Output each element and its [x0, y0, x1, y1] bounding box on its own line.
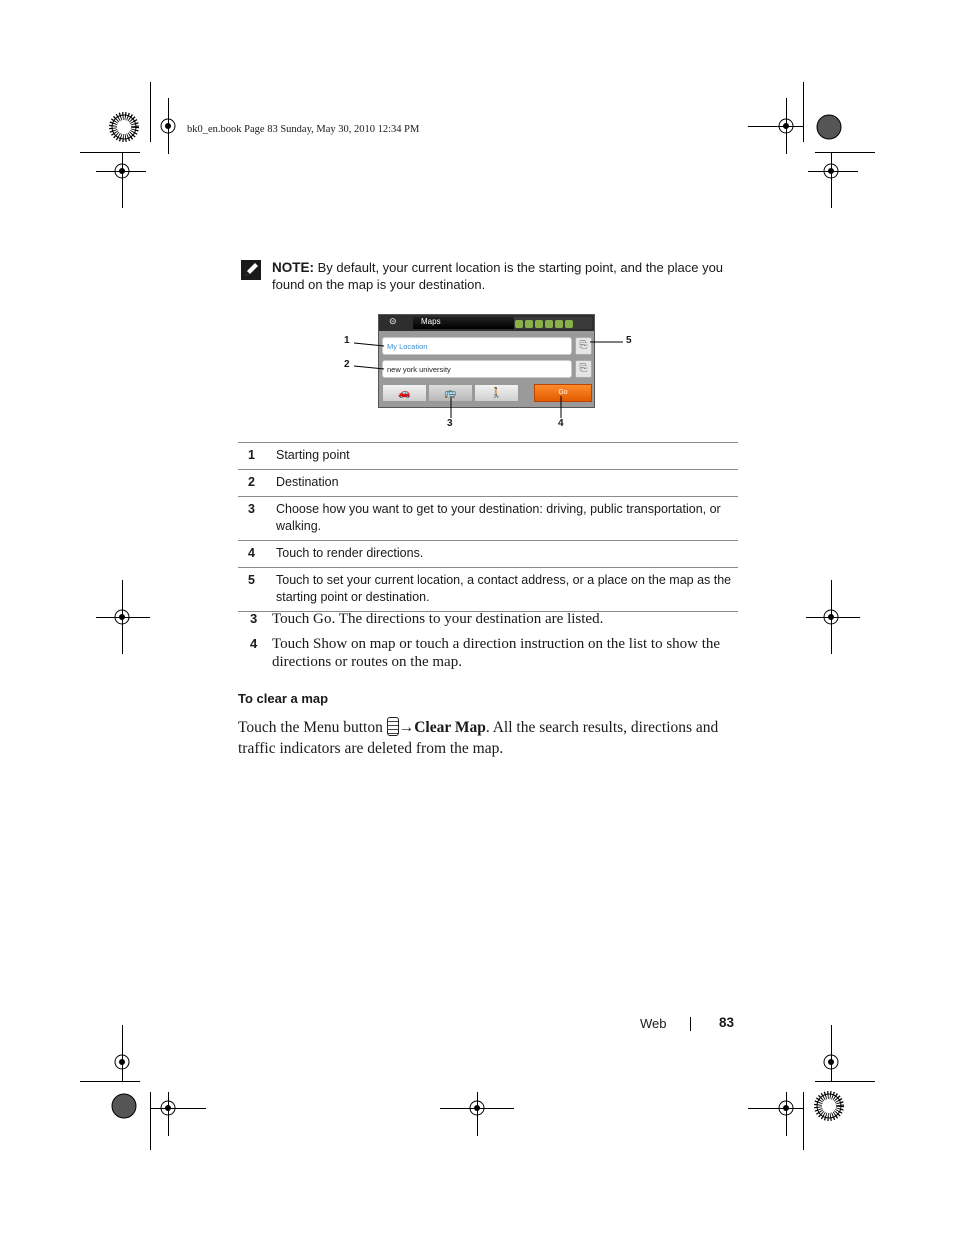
pencil-icon — [240, 259, 262, 281]
callout-legend-table — [238, 442, 738, 612]
start-location-button[interactable]: ⎘ — [575, 337, 592, 355]
note-text: By default, your current location is the starting point, and the place you found on the map is your destination. — [272, 260, 724, 292]
menu-button-icon — [387, 717, 399, 736]
status-bar — [379, 315, 594, 331]
start-field[interactable]: My Location — [382, 337, 572, 355]
destination-field[interactable]: new york university — [382, 360, 572, 378]
section-heading: To clear a map — [238, 691, 329, 706]
app-title: Maps — [421, 317, 441, 326]
table-row: 2 Destination — [238, 470, 738, 497]
callout-3: 3 — [447, 418, 453, 429]
callout-lines — [340, 334, 640, 434]
print-header: bk0_en.book Page 83 Sunday, May 30, 2010 12:34 PM — [187, 124, 420, 135]
table-row: 5 Touch to set your current location, a contact address, or a place on the map as the starting point or destination. — [238, 568, 738, 612]
destination-location-button[interactable]: ⎘ — [575, 360, 592, 378]
go-button[interactable]: Go — [534, 384, 592, 402]
callout-5: 5 — [626, 335, 632, 346]
transit-mode-button[interactable]: 🚌 — [428, 384, 473, 402]
page-number: 83 — [719, 1015, 735, 1030]
callout-2: 2 — [344, 359, 350, 370]
table-row: 4 Touch to render directions. — [238, 541, 738, 568]
walk-mode-button[interactable]: 🚶 — [474, 384, 519, 402]
callout-4: 4 — [558, 418, 564, 429]
body-paragraph: Touch the Menu button →Clear Map. All the search results, directions and traffic indicators are deleted from the map. — [238, 719, 719, 757]
footer-divider — [690, 1017, 691, 1031]
callout-1: 1 — [344, 335, 350, 346]
car-mode-button[interactable]: 🚗 — [382, 384, 427, 402]
footer-section-name: Web — [640, 1016, 667, 1031]
note-block — [272, 259, 742, 293]
table-row: 1 Starting point — [238, 443, 738, 470]
back-icon: ⊝ — [389, 316, 397, 326]
table-row: 3 Choose how you want to get to your destination: driving, public transportation, or walking. — [238, 497, 738, 541]
note-label: NOTE: — [272, 260, 314, 275]
status-icons — [514, 317, 592, 329]
